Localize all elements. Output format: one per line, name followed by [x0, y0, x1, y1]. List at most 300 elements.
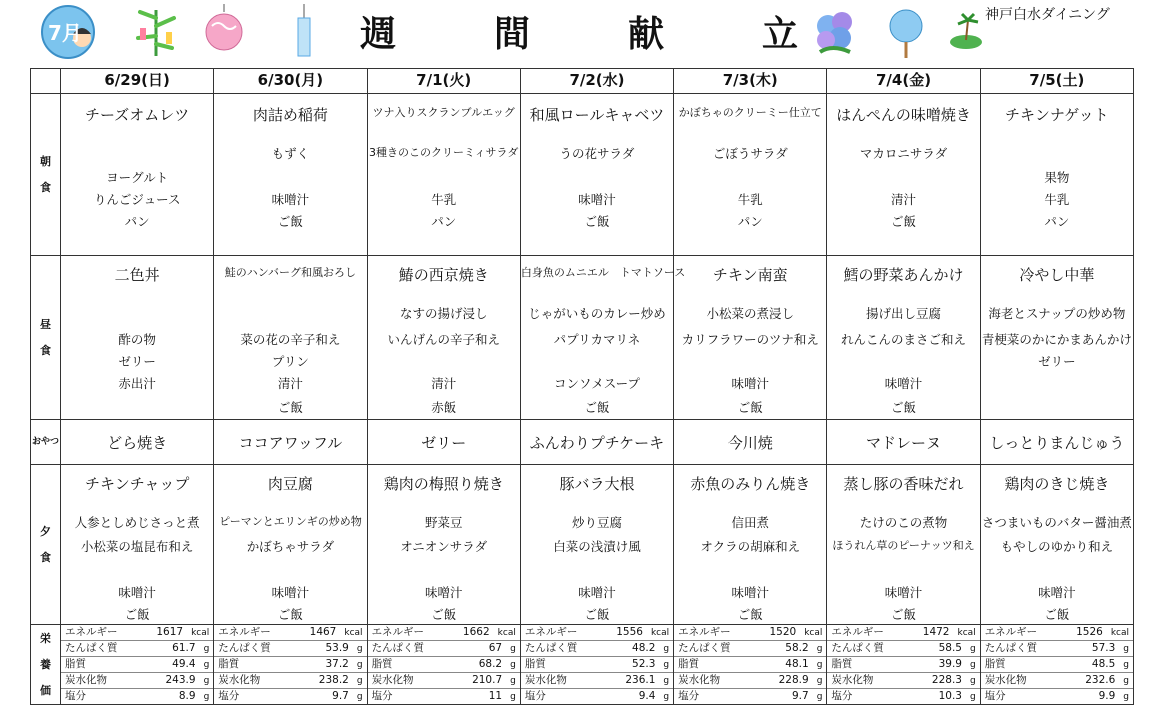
nutrient-number: 57.3 — [1091, 642, 1116, 654]
nutrient-row-carb — [674, 673, 826, 689]
nutrient-unit: g — [1123, 692, 1129, 702]
nutrition-row — [31, 625, 1134, 705]
breakfast-label — [31, 94, 61, 256]
snack-cell: 今川焼 — [674, 420, 827, 465]
nutrient-unit: g — [203, 644, 210, 654]
side-dish: 味噌汁 — [731, 376, 770, 391]
nutrient-value — [1076, 625, 1129, 640]
dinner-cell — [827, 465, 980, 625]
breakfast-cell — [61, 94, 214, 256]
main-dish: ツナ入りスクランブルエッグ — [372, 106, 515, 119]
side-dish: コンソメスープ — [553, 376, 640, 391]
nutrient-value — [632, 641, 669, 656]
nutrient-row-protein — [368, 641, 520, 657]
lunch-cell — [520, 256, 686, 420]
nutrient-label: 炭水化物 — [218, 674, 261, 686]
nutrient-value — [1092, 641, 1129, 656]
nutrient-number: 61.7 — [172, 642, 196, 654]
lab-n-text: 栄 養 価 — [40, 631, 51, 697]
side-dish: プリン — [271, 354, 309, 369]
nutrient-value — [479, 657, 516, 672]
lunch-cell — [827, 256, 980, 420]
side-dish: 清汁 — [891, 192, 917, 207]
dinner-row — [31, 465, 1134, 625]
snack-row — [31, 420, 1134, 465]
nutrient-label: エネルギー — [678, 626, 731, 638]
side-dish: ご飯 — [737, 607, 763, 622]
nutrient-label: エネルギー — [65, 626, 118, 638]
nutrient-label: エネルギー — [371, 626, 425, 638]
side-dish: ご飯 — [584, 607, 610, 622]
nutrient-label: エネルギー — [984, 626, 1038, 638]
side-dish: ご飯 — [737, 400, 763, 415]
main-dish: 肉豆腐 — [267, 475, 313, 493]
dinner-cell — [674, 465, 827, 625]
side-dish: ご飯 — [277, 607, 303, 622]
nutrient-row-fat — [214, 657, 366, 673]
nutrient-unit: g — [816, 692, 823, 702]
nutrient-row-protein — [214, 641, 366, 657]
date-header: 7/4(金) — [827, 69, 980, 94]
nutrient-row-salt — [981, 689, 1133, 704]
nutrient-row-fat — [61, 657, 213, 673]
side-dish: ご飯 — [891, 214, 917, 229]
nutrient-unit: g — [203, 692, 210, 702]
nutrient-unit: kcal — [191, 628, 210, 638]
nutrient-label: 炭水化物 — [524, 674, 567, 686]
nutrient-row-salt — [61, 689, 213, 704]
nutrient-row-fat — [674, 657, 826, 673]
lab-b-text: 朝 食 — [40, 154, 51, 194]
dinner-cell — [520, 465, 673, 625]
nutrient-row-energy — [368, 625, 520, 641]
nutrient-label: 脂質 — [371, 658, 393, 670]
side-dish: 小松菜の塩昆布和え — [80, 539, 194, 554]
date-header: 7/5(土) — [980, 69, 1133, 94]
main-dish: 鶏肉のきじ焼き — [1004, 475, 1110, 493]
nutrient-value — [939, 689, 976, 704]
hydrangea-icon — [810, 8, 862, 58]
nutrient-value — [616, 625, 669, 640]
side-dish: パン — [431, 214, 457, 229]
nutrient-number: 48.2 — [632, 642, 656, 654]
nutrient-unit: g — [969, 644, 976, 654]
nutrient-unit: g — [510, 660, 516, 670]
side-dish: 味噌汁 — [118, 585, 156, 600]
nutrient-row-salt — [674, 689, 826, 704]
nutrient-number: 228.3 — [931, 674, 962, 686]
dinner-label — [31, 465, 61, 625]
side-dish: 味噌汁 — [271, 192, 310, 207]
nutrient-row-fat — [827, 657, 979, 673]
main-dish: 鶏肉の梅照り焼き — [383, 475, 504, 493]
breakfast-cell — [367, 94, 520, 256]
title-char: 間 — [493, 12, 532, 55]
nutrient-number: 1472 — [922, 626, 950, 638]
snack-cell: マドレーヌ — [827, 420, 980, 465]
breakfast-cell — [827, 94, 980, 256]
nutrient-row-salt — [827, 689, 979, 704]
nutrient-value — [489, 641, 516, 656]
side-dish: 味噌汁 — [271, 585, 310, 600]
side-dish: カリフラワーのツナ和え — [681, 332, 819, 347]
side-dish: かぼちゃサラダ — [246, 539, 335, 554]
lab-d-text: 夕 食 — [40, 524, 51, 564]
breakfast-cell — [674, 94, 827, 256]
nutrient-label: たんぱく質 — [984, 642, 1038, 654]
nutrient-label: エネルギー — [524, 626, 578, 638]
side-dish: いんげんの辛子和え — [387, 332, 500, 347]
nutrient-unit: g — [1123, 660, 1129, 670]
nutrient-row-salt — [521, 689, 673, 704]
header — [0, 0, 1160, 68]
nutrition-cell — [214, 625, 367, 705]
dinner-cell — [980, 465, 1133, 625]
side-dish: 味噌汁 — [578, 192, 616, 207]
side-dish: パプリカマリネ — [553, 332, 641, 347]
nutrient-unit: g — [969, 692, 976, 702]
snack-label-text: おやつ — [31, 437, 59, 447]
nutrient-unit: g — [816, 676, 823, 686]
nutrient-value — [939, 641, 976, 656]
nutrient-number: 58.2 — [785, 642, 809, 654]
nutrient-unit: g — [969, 676, 976, 686]
nutrient-number: 49.4 — [172, 658, 196, 670]
nutrient-value — [632, 657, 669, 672]
nutrient-row-fat — [368, 657, 520, 673]
side-dish: ごぼうサラダ — [712, 146, 788, 161]
snack-cell: しっとりまんじゅう — [980, 420, 1133, 465]
nutrient-label: たんぱく質 — [678, 642, 731, 654]
main-dish: 赤魚のみりん焼き — [690, 475, 811, 493]
main-dish: チキン南蛮 — [712, 266, 788, 284]
nutrient-row-protein — [827, 641, 979, 657]
side-dish: ゼリー — [118, 354, 156, 369]
nutrition-cell — [61, 625, 214, 705]
nutrient-value — [156, 625, 209, 640]
nutrient-label: 塩分 — [831, 690, 853, 702]
nutrient-label: 塩分 — [65, 690, 86, 702]
side-dish: 海老とスナップの炒め物 — [988, 306, 1126, 321]
side-dish: りんごジュース — [93, 192, 181, 207]
side-dish: ご飯 — [891, 400, 917, 415]
nutrient-label: 脂質 — [218, 658, 240, 670]
dinner-cell — [214, 465, 367, 625]
side-dish: 白菜の浅漬け風 — [553, 539, 641, 554]
side-dish: 味噌汁 — [1038, 585, 1076, 600]
nutrient-label: 脂質 — [524, 658, 546, 670]
nutrition-cell — [520, 625, 673, 705]
nutrient-label: 脂質 — [831, 658, 853, 670]
nutrient-label: 脂質 — [984, 658, 1006, 670]
side-dish: 清汁 — [431, 376, 457, 391]
main-dish: 肉詰め稲荷 — [252, 106, 328, 124]
nutrient-value — [172, 641, 209, 656]
side-dish: ピーマンとエリンギの炒め物 — [219, 515, 362, 528]
nutrient-label: たんぱく質 — [65, 642, 118, 654]
nutrient-number: 52.3 — [632, 658, 656, 670]
fan-icon — [886, 6, 926, 60]
month-badge-text: 7月 — [48, 21, 82, 45]
nutrient-value — [785, 641, 822, 656]
main-dish: 鮭のハンバーグ和風おろし — [224, 266, 357, 279]
nutrient-row-energy — [61, 625, 213, 641]
nutrient-label: たんぱく質 — [371, 642, 425, 654]
nutrient-label: 炭水化物 — [65, 674, 107, 686]
snack-cell: ゼリー — [367, 420, 520, 465]
side-dish: 牛乳 — [737, 192, 763, 207]
side-dish: もやしのゆかり和え — [1000, 539, 1114, 554]
nutrition-cell — [674, 625, 827, 705]
nutrient-label: 塩分 — [984, 690, 1006, 702]
nutrient-row-protein — [674, 641, 826, 657]
nutrition-cell — [980, 625, 1133, 705]
nutrient-value — [792, 689, 822, 704]
side-dish: ご飯 — [277, 400, 303, 415]
nutrient-unit: g — [510, 676, 516, 686]
nutrient-unit: g — [663, 644, 670, 654]
side-dish: 炒り豆腐 — [571, 515, 622, 530]
side-dish: 味噌汁 — [884, 585, 923, 600]
nutrient-number: 232.6 — [1085, 674, 1116, 686]
nutrient-unit: g — [663, 676, 670, 686]
lunch-row — [31, 256, 1134, 420]
nutrient-unit: g — [203, 660, 210, 670]
breakfast-cell — [520, 94, 673, 256]
nutrient-unit: kcal — [1110, 628, 1129, 638]
nutrition-cell — [367, 625, 520, 705]
breakfast-row — [31, 94, 1134, 256]
nutrient-label: たんぱく質 — [218, 642, 271, 654]
main-dish: 豚バラ大根 — [559, 475, 635, 493]
lunch-cell — [674, 256, 827, 420]
nutrient-number: 1617 — [156, 626, 184, 638]
side-dish: ご飯 — [584, 400, 610, 415]
date-header: 7/2(水) — [520, 69, 673, 94]
nutrient-number: 238.2 — [318, 674, 349, 686]
nutrient-row-carb — [214, 673, 366, 689]
lunch-cell — [61, 256, 214, 420]
nutrient-unit: g — [356, 644, 363, 654]
date-header: 6/29(日) — [61, 69, 214, 94]
nutrient-value — [332, 689, 362, 704]
nutrient-row-energy — [827, 625, 979, 641]
main-dish: 和風ロールキャベツ — [529, 106, 665, 124]
side-dish: 味噌汁 — [731, 585, 770, 600]
nutrient-number: 1662 — [462, 626, 490, 638]
side-dish: 3種きのこのクリーミィサラダ — [368, 146, 519, 159]
nutrient-label: 炭水化物 — [831, 674, 874, 686]
nutrient-row-salt — [214, 689, 366, 704]
island-icon — [948, 10, 984, 50]
side-dish: パン — [1044, 214, 1070, 229]
nutrient-row-fat — [521, 657, 673, 673]
nutrient-number: 9.4 — [638, 690, 656, 702]
nutrient-row-protein — [61, 641, 213, 657]
side-dish: ご飯 — [431, 607, 457, 622]
side-dish: ほうれん草のピーナッツ和え — [832, 539, 975, 552]
brand-name: 神戸白水ダイニング — [985, 7, 1110, 23]
nutrient-number: 68.2 — [478, 658, 503, 670]
side-dish: ご飯 — [891, 607, 917, 622]
nutrient-label: エネルギー — [831, 626, 884, 638]
nutrient-unit: g — [356, 660, 363, 670]
nutrient-value — [489, 689, 516, 704]
side-dish: 信田煮 — [731, 515, 770, 530]
side-dish: じゃがいものカレー炒め — [528, 306, 666, 321]
nutrient-row-fat — [981, 657, 1133, 673]
side-dish: なすの揚げ浸し — [399, 306, 488, 321]
corner-cell — [31, 69, 61, 94]
nutrient-number: 236.1 — [625, 674, 656, 686]
nutrient-value — [172, 657, 209, 672]
wind-chime-icon — [204, 4, 244, 60]
side-dish: 赤出汁 — [118, 376, 156, 391]
nutrition-label — [31, 625, 61, 705]
main-dish: チキンチャップ — [84, 475, 190, 493]
date-header: 7/3(木) — [674, 69, 827, 94]
nutrient-number: 1520 — [769, 626, 797, 638]
nutrient-value — [785, 657, 822, 672]
date-header: 7/1(火) — [367, 69, 520, 94]
nutrient-number: 1556 — [616, 626, 643, 638]
snack-cell: ふんわりプチケーキ — [520, 420, 673, 465]
nutrient-label: 炭水化物 — [371, 674, 414, 686]
side-dish: ご飯 — [277, 214, 303, 229]
nutrient-value — [625, 673, 669, 688]
side-dish: 揚げ出し豆腐 — [866, 306, 942, 321]
nutrient-row-carb — [981, 673, 1133, 689]
side-dish: 牛乳 — [431, 192, 457, 207]
main-dish: 白身魚のムニエル トマトソース — [520, 266, 686, 279]
nutrient-value — [1085, 673, 1129, 688]
lab-l-text: 昼 食 — [40, 317, 51, 357]
nutrient-value — [310, 625, 363, 640]
side-dish: さつまいものバター醤油煮 — [981, 515, 1132, 530]
nutrient-unit: g — [816, 644, 823, 654]
main-dish: 蒸し豚の香味だれ — [843, 475, 964, 493]
title-char: 献 — [627, 12, 666, 55]
nutrient-number: 1467 — [309, 626, 337, 638]
main-dish: かぼちゃのクリーミー仕立て — [678, 106, 822, 119]
nutrient-value — [472, 673, 516, 688]
side-dish: ヨーグルト — [106, 170, 169, 185]
nutrient-value — [779, 673, 823, 688]
tanzaku-icon — [292, 4, 316, 60]
nutrient-unit: g — [1123, 644, 1129, 654]
side-dish: ゼリー — [1038, 354, 1076, 369]
nutrient-value — [1092, 657, 1129, 672]
main-dish: チーズオムレツ — [85, 106, 190, 124]
nutrient-number: 48.1 — [785, 658, 809, 670]
side-dish: パン — [737, 214, 763, 229]
main-dish: 鰆の西京焼き — [398, 266, 489, 284]
nutrient-number: 9.7 — [332, 690, 349, 702]
nutrient-row-carb — [521, 673, 673, 689]
nutrient-number: 1526 — [1076, 626, 1103, 638]
side-dish: 人参としめじさっと煮 — [74, 515, 200, 530]
nutrient-unit: g — [510, 692, 516, 702]
side-dish: 赤飯 — [431, 400, 457, 415]
menu-table — [30, 68, 1134, 705]
nutrient-value — [325, 641, 362, 656]
nutrient-row-protein — [521, 641, 673, 657]
nutrient-value — [166, 673, 210, 688]
nutrient-unit: g — [356, 676, 363, 686]
nutrient-unit: g — [1123, 676, 1129, 686]
nutrient-label: 塩分 — [678, 690, 700, 702]
side-dish: たけのこの煮物 — [859, 515, 948, 530]
main-dish: はんぺんの味噌焼き — [836, 106, 971, 124]
lunch-cell — [214, 256, 367, 420]
nutrient-label: 炭水化物 — [678, 674, 721, 686]
side-dish: 味噌汁 — [884, 376, 923, 391]
nutrient-unit: kcal — [650, 628, 670, 638]
title-char: 週 — [360, 12, 399, 55]
side-dish: ご飯 — [584, 214, 610, 229]
side-dish: 味噌汁 — [424, 585, 463, 600]
breakfast-cell — [980, 94, 1133, 256]
nutrient-label: 塩分 — [218, 690, 240, 702]
side-dish: マカロニサラダ — [859, 146, 948, 161]
side-dish: 味噌汁 — [578, 585, 616, 600]
dinner-cell — [367, 465, 520, 625]
side-dish: れんこんのまさご和え — [841, 332, 967, 347]
nutrient-label: 炭水化物 — [984, 674, 1027, 686]
nutrient-value — [939, 657, 976, 672]
nutrient-unit: kcal — [804, 628, 823, 638]
month-badge-icon — [38, 4, 102, 60]
lunch-cell — [367, 256, 520, 420]
main-dish: 鱈の野菜あんかけ — [843, 266, 964, 284]
nutrient-number: 210.7 — [472, 674, 503, 686]
nutrient-unit: kcal — [957, 628, 976, 638]
side-dish: オニオンサラダ — [400, 539, 488, 554]
dinner-cell — [61, 465, 214, 625]
nutrient-unit: g — [203, 676, 210, 686]
nutrient-unit: g — [816, 660, 823, 670]
nutrient-unit: g — [663, 660, 670, 670]
nutrient-value — [1099, 689, 1129, 704]
nutrient-value — [179, 689, 209, 704]
snack-label — [31, 420, 61, 465]
nutrient-number: 9.7 — [791, 690, 809, 702]
nutrient-label: エネルギー — [218, 626, 271, 638]
side-dish: ご飯 — [124, 607, 150, 622]
nutrient-value — [639, 689, 669, 704]
side-dish: 酢の物 — [118, 332, 156, 347]
nutrient-value — [923, 625, 976, 640]
side-dish: 小松菜の煮浸し — [706, 306, 795, 321]
nutrient-number: 9.9 — [1098, 690, 1116, 702]
side-dish: パン — [124, 214, 150, 229]
nutrient-unit: g — [356, 692, 363, 702]
nutrient-row-carb — [61, 673, 213, 689]
nutrient-unit: g — [969, 660, 976, 670]
side-dish: 菜の花の辛子和え — [240, 332, 341, 347]
side-dish: うの花サラダ — [559, 146, 635, 161]
nutrient-number: 37.2 — [325, 658, 349, 670]
nutrient-value — [319, 673, 363, 688]
nutrient-row-carb — [827, 673, 979, 689]
nutrient-label: 脂質 — [65, 658, 86, 670]
nutrient-label: たんぱく質 — [831, 642, 884, 654]
side-dish: もずく — [271, 146, 310, 161]
nutrient-value — [769, 625, 822, 640]
nutrient-label: たんぱく質 — [524, 642, 578, 654]
side-dish: 牛乳 — [1044, 192, 1070, 207]
nutrient-number: 243.9 — [165, 674, 196, 686]
